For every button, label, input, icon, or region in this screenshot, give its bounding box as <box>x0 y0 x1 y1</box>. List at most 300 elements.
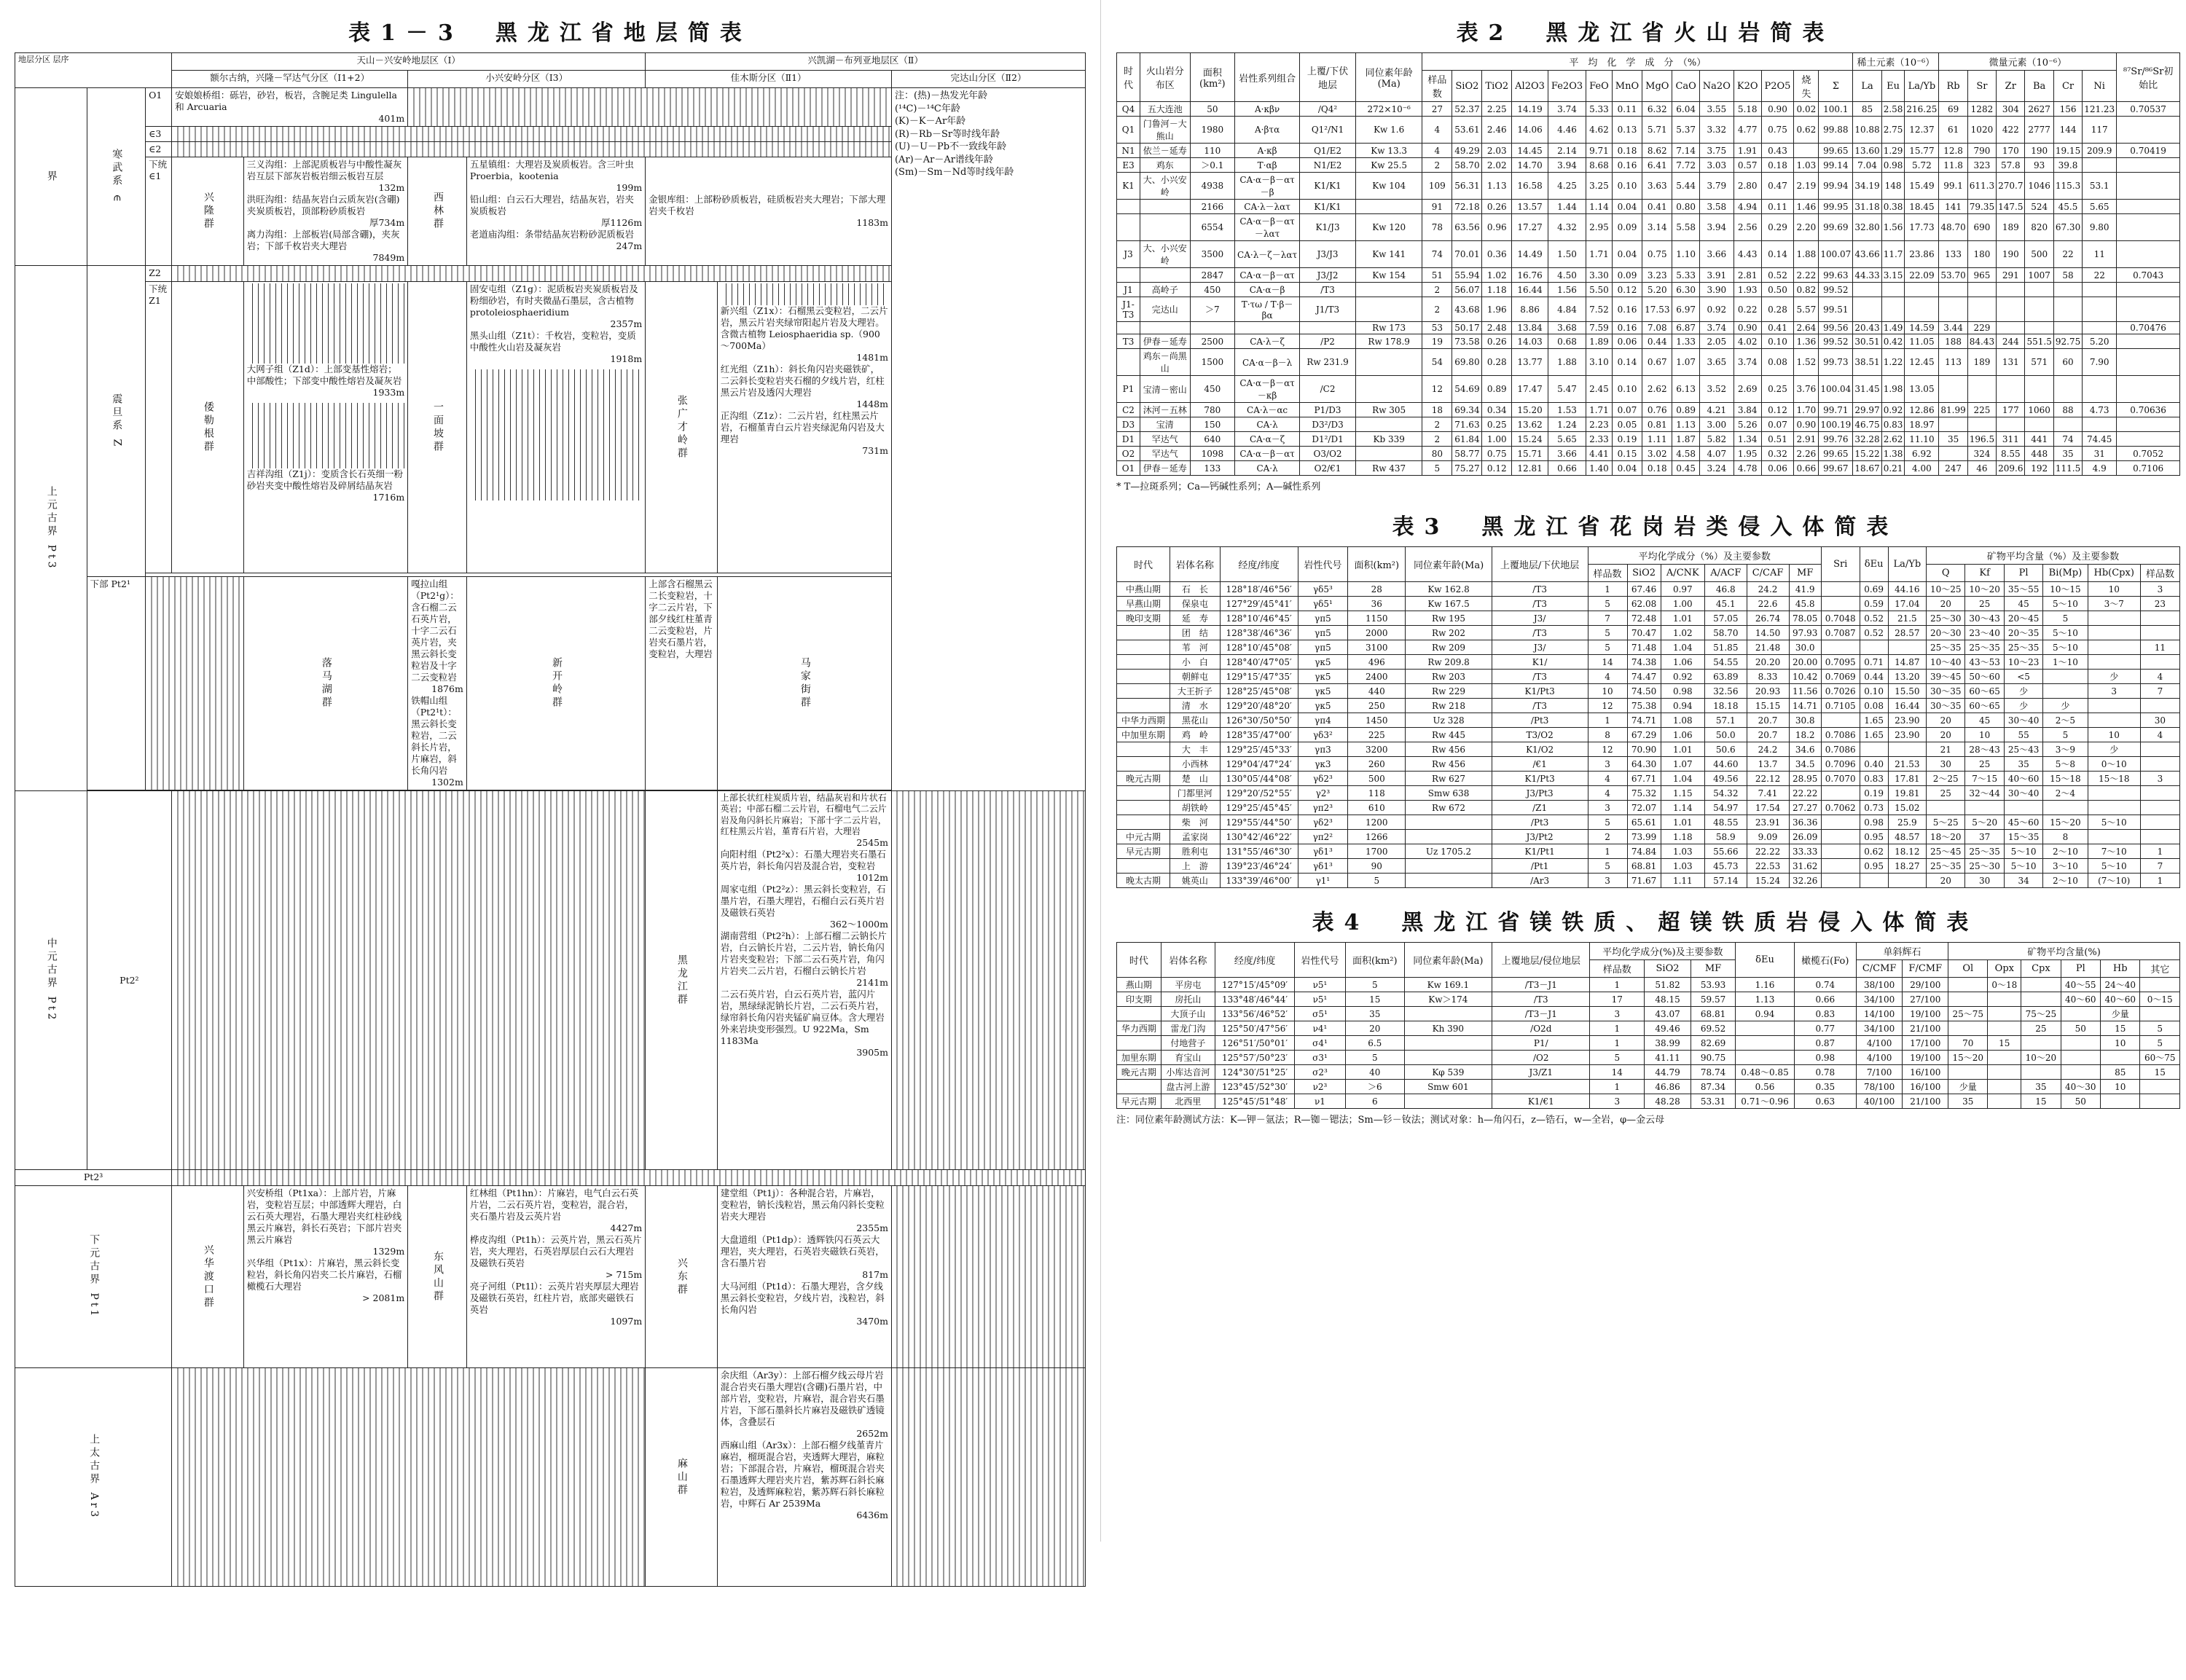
t4-cell <box>1948 992 1988 1007</box>
t2-cell: 63.56 <box>1452 214 1482 241</box>
cell-xingdong: 建堂组（Pt1j）：各种混合岩，片麻岩，变粒岩，钠长浅粒岩，黑云角闪斜长变粒岩夹大理岩 2355m 大盘道组（Pt1dp）：透辉铁闪石英云大理岩，夹大理岩，石英岩夹磁铁石英岩，含石墨片岩 817m 大马河组（Pt1d）：石墨大理岩，含夕线黑云斜长变粒岩，夕线片岩，浅粒岩，斜长角闪岩 3470m <box>717 1186 891 1368</box>
t2-cell: 965 <box>1967 268 1996 283</box>
t3-cell: 上 游 <box>1170 859 1221 874</box>
t3-cell: 3 <box>2088 684 2140 699</box>
section-e2: ∈2 <box>146 142 172 157</box>
t2-cell: 5.47 <box>1548 376 1586 403</box>
t4-cell: 小库达音河 <box>1161 1065 1215 1080</box>
t2-cell <box>1117 268 1140 283</box>
t4-cell: 85 <box>2101 1065 2140 1080</box>
t3-cell: 0～10 <box>2088 757 2140 772</box>
t3-cell: 74.71 <box>1627 713 1661 728</box>
t3-cell: 0.7048 <box>1821 611 1860 626</box>
t3-row <box>1117 757 2180 772</box>
t3-cell: 0.98 <box>1860 815 1888 830</box>
t2-cell: 100.04 <box>1819 376 1853 403</box>
t3-cell: 30 <box>1965 874 2004 888</box>
t3-cell <box>2140 611 2179 626</box>
t3-cell: K1/Pt3 <box>1492 684 1588 699</box>
t2-cell: 147.5 <box>1997 200 2025 214</box>
t3-cell: 中加里东期 <box>1117 728 1170 742</box>
t3-subhead: MF <box>1789 565 1821 582</box>
t2-cell: 4.77 <box>1733 117 1761 144</box>
t2-cell <box>2083 283 2117 297</box>
t2-cell: CA·α－β <box>1235 283 1300 297</box>
section-pt2-2: Pt2² <box>87 791 172 1170</box>
t4-cell: 3 <box>1590 1094 1645 1109</box>
t3-cell: 30～35 <box>1927 684 1965 699</box>
t2-cell: 9.80 <box>2083 214 2117 241</box>
t3-row <box>1117 786 2180 801</box>
legend-notes: 注：(热)－热发光年龄 (¹⁴C)－¹⁴C年龄 (K)－K－Ar年龄 (R)－Rb－Sr等时线年龄 (U)－U－Pb不一致线年龄 (Ar)－Ar－Ar谱线年龄 (Sm)－Sm－Nd等时线年龄 <box>891 88 1085 791</box>
t2-cell: 71.63 <box>1452 417 1482 432</box>
t2-cell: 12.81 <box>1512 461 1548 476</box>
t2-cell: 6.41 <box>1642 158 1672 173</box>
t2-cell: 0.82 <box>1794 283 1819 297</box>
t3-cell: 早元古期 <box>1117 844 1170 859</box>
t2-cell: 3.75 <box>1699 144 1733 158</box>
t3-cell: 21.5 <box>1888 611 1926 626</box>
t4-cell: 15 <box>2140 1065 2180 1080</box>
t2-cell: 4.78 <box>1733 461 1761 476</box>
t2-cell: 99.76 <box>1819 432 1853 447</box>
group-xingdong: 兴东群 <box>646 1186 718 1368</box>
t3-cell: 14.87 <box>1888 655 1926 670</box>
t4-cell: 50 <box>2061 1094 2100 1109</box>
t3-cell: 58.9 <box>1705 830 1747 844</box>
t3-cell: 0.08 <box>1860 699 1888 713</box>
t3-cell: 45 <box>1965 713 2004 728</box>
t2-cell: Rw 173 <box>1356 322 1422 334</box>
t3-cell: 35 <box>2004 757 2042 772</box>
t2-subhead: Na2O <box>1699 71 1733 102</box>
group-heilongjiang: 黑龙江群 <box>646 791 718 1170</box>
t2-cell: 3.74 <box>1548 102 1586 117</box>
t2-cell: 0.92 <box>1881 403 1905 417</box>
era-cambrian-system: 寒武系 ∈ <box>87 88 146 266</box>
t3-cell: 1.00 <box>1661 597 1704 611</box>
t2-cell: 2.03 <box>1482 144 1512 158</box>
t3-cell: 50～60 <box>1965 670 2004 684</box>
t2-cell: CA·λ <box>1235 461 1300 476</box>
t4-h-code: 岩性代号 <box>1295 943 1346 978</box>
t2-cell: 18.45 <box>1905 200 1939 214</box>
t3-cell: 7 <box>1588 611 1627 626</box>
t4-cell: σ4¹ <box>1295 1036 1346 1051</box>
t4-cell: 40 <box>1345 1065 1404 1080</box>
t2-cell: 2 <box>1422 283 1452 297</box>
t3-cell: 晚印支期 <box>1117 611 1170 626</box>
t2-cell <box>1881 297 1905 322</box>
t2-subhead: Al2O3 <box>1512 71 1548 102</box>
t3-cell: 30 <box>1927 757 1965 772</box>
t3-cell: 17.54 <box>1747 801 1789 815</box>
t2-cell: 6.13 <box>1672 376 1699 403</box>
t2-cell: 0.26 <box>1482 200 1512 214</box>
t3-cell: 20.20 <box>1747 655 1789 670</box>
t4-cell: 68.81 <box>1691 1007 1735 1021</box>
t2-cell: 1.44 <box>1548 200 1586 214</box>
t3-row <box>1117 874 2180 888</box>
t2-cell: Rw 231.9 <box>1300 349 1356 376</box>
t2-cell: 70.01 <box>1452 241 1482 268</box>
t2-cell: 3.00 <box>1699 417 1733 432</box>
t2-cell: Kw 25.5 <box>1356 158 1422 173</box>
t2-cell: Rw 437 <box>1356 461 1422 476</box>
t2-cell <box>1967 283 1996 297</box>
t2-cell: 0.34 <box>1482 403 1512 417</box>
t2-cell: 121.23 <box>2083 102 2117 117</box>
t3-cell: 0.7062 <box>1821 801 1860 815</box>
t4-cell: Kφ 539 <box>1404 1065 1492 1080</box>
t3-cell: 55.66 <box>1705 844 1747 859</box>
t2-cell: 4 <box>1422 144 1452 158</box>
t3-cell: 22.22 <box>1747 844 1789 859</box>
t2-cell: 58.77 <box>1452 447 1482 461</box>
t3-cell: γπ5 <box>1298 611 1348 626</box>
t3-cell: 20～45 <box>2004 611 2042 626</box>
t2-cell: 311 <box>1997 432 2025 447</box>
t3-cell: Rw 456 <box>1406 742 1492 757</box>
t3-cell: 0.62 <box>1860 844 1888 859</box>
t2-cell: 99.52 <box>1819 334 1853 349</box>
t2-cell: 1060 <box>2025 403 2053 417</box>
t3-cell: 74.84 <box>1627 844 1661 859</box>
t2-cell <box>1967 417 1996 432</box>
t3-cell: 64.30 <box>1627 757 1661 772</box>
t2-cell: 14.03 <box>1512 334 1548 349</box>
t2-cell: 0.96 <box>1482 214 1512 241</box>
t3-cell: 57.1 <box>1705 713 1747 728</box>
t3-cell: 7～10 <box>2088 844 2140 859</box>
t4-cell <box>1736 1036 1795 1051</box>
t2-cell: 5.65 <box>1548 432 1586 447</box>
t2-cell: 0.98 <box>1881 158 1905 173</box>
t2-cell: 441 <box>2025 432 2053 447</box>
t2-cell: 0.12 <box>1761 403 1794 417</box>
t2-cell: 30.51 <box>1853 334 1881 349</box>
group-majiajie: 马家街群 <box>717 577 891 790</box>
t2-cell: Kw 1.6 <box>1356 117 1422 144</box>
t4-cell: 雷龙门沟 <box>1161 1021 1215 1036</box>
t3-cell: 21.48 <box>1747 640 1789 655</box>
t2-cell: 247 <box>1939 461 1967 476</box>
t3-cell <box>2088 655 2140 670</box>
t2-cell: 0.75 <box>1642 241 1672 268</box>
t2-cell: 117 <box>2083 117 2117 144</box>
t2-cell: 291 <box>1997 268 2025 283</box>
t2-cell: 88 <box>2053 403 2082 417</box>
t4-cell: 15 <box>1345 992 1404 1007</box>
t3-cell: Kw 162.8 <box>1406 582 1492 597</box>
t2-cell: 1.96 <box>1482 297 1512 322</box>
t2-cell <box>2025 417 2053 432</box>
t3-cell: 610 <box>1348 801 1406 815</box>
cell-luomahu: 嘎拉山组（Pt2¹g）：含石榴二云石英片岩，十字二云石英片岩，夹黑云斜长变粒岩及十字二云变粒岩 1876m 铁帽山组（Pt2¹t）：黑云斜长变粒岩，二云斜长片岩，片麻岩，斜长角闪岩 1302m <box>408 577 467 790</box>
t2-cell: 1282 <box>1967 102 1996 117</box>
t2-cell: Q1²/N1 <box>1300 117 1356 144</box>
t4-cell: ＞6 <box>1345 1080 1404 1094</box>
t2-cell: 304 <box>1997 102 2025 117</box>
t2-cell: 5 <box>1422 461 1452 476</box>
t2-cell: 0.06 <box>1761 461 1794 476</box>
t4-cell: 17/100 <box>1903 1036 1948 1051</box>
group-dongfengshan: 东风山群 <box>408 1186 467 1368</box>
t3-cell: 石 长 <box>1170 582 1221 597</box>
t3-cell: 128°40′/47°05′ <box>1220 655 1298 670</box>
t2-cell: 3.15 <box>1881 268 1905 283</box>
t2-cell: J3/J3 <box>1300 241 1356 268</box>
t2-cell: 54.69 <box>1452 376 1482 403</box>
t2-cell: 2.14 <box>1548 144 1586 158</box>
t3-cell: 2 <box>1588 830 1627 844</box>
t2-cell: 4.02 <box>1733 334 1761 349</box>
t3-cell: 5～10 <box>2043 626 2088 640</box>
t2-cell: 鸡东－尚黑山 <box>1140 349 1190 376</box>
t2-cell: 75.27 <box>1452 461 1482 476</box>
t3-cell: /Ar3 <box>1492 874 1588 888</box>
t4-h-min: 矿物平均含量(%) <box>1948 943 2180 960</box>
t4-cell: P1/ <box>1492 1036 1590 1051</box>
t2-cell: 1.71 <box>1586 241 1613 268</box>
t2-cell <box>2117 214 2180 241</box>
t4-h-age: 同位素年龄(Ma) <box>1404 943 1492 978</box>
t2-cell: 0.10 <box>1612 173 1642 200</box>
t2-cell: 1.98 <box>1881 376 1905 403</box>
t3-cell: 48.55 <box>1705 815 1747 830</box>
t4-cell: 华力西期 <box>1117 1021 1161 1036</box>
t2-cell: 5.26 <box>1733 417 1761 432</box>
t3-cell: 129°15′/47°35′ <box>1220 670 1298 684</box>
t4-cell: /T3－J1 <box>1492 978 1590 992</box>
t3-cell: 保泉屯 <box>1170 597 1221 611</box>
t3-h-name: 岩体名称 <box>1170 547 1221 582</box>
t2-cell <box>2117 283 2180 297</box>
header-sub3: 佳木斯分区（Ⅱ1） <box>646 71 892 88</box>
t2-cell: 0.16 <box>1612 158 1642 173</box>
t4-cell: /O2 <box>1492 1051 1590 1065</box>
t4-cell <box>2140 978 2180 992</box>
t4-cell: 0～18 <box>1988 978 2021 992</box>
t2-cell: 0.28 <box>1482 349 1512 376</box>
t2-cell: 35 <box>1939 432 1967 447</box>
t2-cell: 2 <box>1422 417 1452 432</box>
t2-cell: 13.60 <box>1853 144 1881 158</box>
t2-cell: 沐河－五林 <box>1140 403 1190 417</box>
t3-cell: 0.98 <box>1661 684 1704 699</box>
t3-cell: 50.6 <box>1705 742 1747 757</box>
t2-cell: 1.49 <box>1881 322 1905 334</box>
t3-cell: 1.01 <box>1661 742 1704 757</box>
t2-cell: 14.19 <box>1512 102 1548 117</box>
t3-cell: 45.1 <box>1705 597 1747 611</box>
t2-cell <box>1939 283 1967 297</box>
t3-cell: 129°25′/45°45′ <box>1220 801 1298 815</box>
t3-cell: 15.50 <box>1888 684 1926 699</box>
t2-cell: J3 <box>1117 241 1140 268</box>
t3-cell: 30～40 <box>2004 713 2042 728</box>
t4-cell: 87.34 <box>1691 1080 1735 1094</box>
t2-cell: 3.90 <box>1699 283 1733 297</box>
t2-cell: 1.53 <box>1548 403 1586 417</box>
t4-cell <box>2140 1094 2180 1109</box>
t3-row <box>1117 815 2180 830</box>
t4-cell <box>2061 1036 2100 1051</box>
t2-row <box>1117 376 2180 403</box>
t4-cell: 41.11 <box>1645 1051 1691 1065</box>
t3-cell: 5～8 <box>2043 757 2088 772</box>
t3-subhead: A/CNK <box>1661 565 1704 582</box>
t2-cell: 22.09 <box>1905 268 1939 283</box>
t2-cell: O2/€1 <box>1300 461 1356 476</box>
t2-h-age: 同位素年龄(Ma) <box>1356 53 1422 102</box>
t2-cell: 6554 <box>1190 214 1235 241</box>
t4-h-lonlat: 经度/纬度 <box>1215 943 1295 978</box>
t3-cell <box>2043 801 2088 815</box>
t2-cell <box>1997 417 2025 432</box>
t2-cell: Kw 120 <box>1356 214 1422 241</box>
t4-cell: 1 <box>1590 978 1645 992</box>
t3-cell: 24.2 <box>1747 742 1789 757</box>
t2-subhead: Eu <box>1881 71 1905 102</box>
t4-cell <box>2140 1080 2180 1094</box>
t3-cell: 8.33 <box>1747 670 1789 684</box>
t3-cell: 5 <box>1588 626 1627 640</box>
t3-cell: 5～20 <box>1965 815 2004 830</box>
t4-cell: 82.69 <box>1691 1036 1735 1051</box>
t3-cell: 3 <box>2140 582 2179 597</box>
t3-cell: 20.7 <box>1747 728 1789 742</box>
t3-cell: 0.69 <box>1860 582 1888 597</box>
t3-cell: 496 <box>1348 655 1406 670</box>
t4-cell <box>1117 1007 1161 1021</box>
t3-cell: 黑花山 <box>1170 713 1221 728</box>
t4-cell: 38.99 <box>1645 1036 1691 1051</box>
t2-cell: 8.68 <box>1586 158 1613 173</box>
t4-cell: 19/100 <box>1903 1007 1948 1021</box>
t3-cell: 15.24 <box>1747 874 1789 888</box>
t3-cell: 127°29′/45°41′ <box>1220 597 1298 611</box>
t2-cell: 2.95 <box>1586 214 1613 241</box>
t4-cell: 14/100 <box>1856 1007 1903 1021</box>
t4-cell: 19/100 <box>1903 1051 1948 1065</box>
t4-cell: 49.46 <box>1645 1021 1691 1036</box>
t4-cell: 29/100 <box>1903 978 1948 992</box>
t2-subhead: 烧失 <box>1794 71 1819 102</box>
t2-cell: 551.5 <box>2025 334 2053 349</box>
t3-row <box>1117 655 2180 670</box>
t3-cell: 25～35 <box>1927 859 1965 874</box>
t3-cell: 22.22 <box>1789 786 1821 801</box>
t2-cell: 13.62 <box>1512 417 1548 432</box>
t4-cell: 1 <box>1590 1021 1645 1036</box>
t3-cell: /T3 <box>1492 670 1588 684</box>
t3-cell: 60～65 <box>1965 684 2004 699</box>
t2-cell: A·βτα <box>1235 117 1300 144</box>
t4-cell: 14 <box>1590 1065 1645 1080</box>
t2-cell: 2.80 <box>1733 173 1761 200</box>
t3-cell: 54.32 <box>1705 786 1747 801</box>
t2-cell: 324 <box>1967 447 1996 461</box>
header-region1: 天山－兴安岭地层区（Ⅰ） <box>172 53 646 71</box>
t3-cell: 10 <box>2088 582 2140 597</box>
t2-cell: 0.51 <box>1761 432 1794 447</box>
t2-cell: 5.50 <box>1586 283 1613 297</box>
t3-cell: 20 <box>1927 874 1965 888</box>
t2-cell: 8.86 <box>1512 297 1548 322</box>
t3-cell: 12 <box>1588 742 1627 757</box>
t2-cell: 188 <box>1939 334 1967 349</box>
t2-cell: 8.62 <box>1642 144 1672 158</box>
t2-cell: 2.62 <box>1881 432 1905 447</box>
t4-row <box>1117 1094 2180 1109</box>
t4-cell: Kw＞174 <box>1404 992 1492 1007</box>
t2-cell: 0.25 <box>1482 417 1512 432</box>
t3-h-layb: La/Yb <box>1888 547 1926 582</box>
t4-subhead: C/CMF <box>1856 960 1903 978</box>
t2-cell: 29.97 <box>1853 403 1881 417</box>
t2-row <box>1117 322 2180 334</box>
t3-cell: 0.7105 <box>1821 699 1860 713</box>
t3-cell: 7.41 <box>1747 786 1789 801</box>
t2-cell: C2 <box>1117 403 1140 417</box>
t2-cell: 罕达气 <box>1140 447 1190 461</box>
t2-cell <box>2083 417 2117 432</box>
t3-cell: 5～10 <box>2043 597 2088 611</box>
t2-cell: 0.81 <box>1642 417 1672 432</box>
t3-cell: 23 <box>2140 597 2179 611</box>
t2-cell: 58 <box>2053 268 2082 283</box>
t3-cell: 小 白 <box>1170 655 1221 670</box>
t2-subhead: Ni <box>2083 71 2117 102</box>
t3-cell: 23.91 <box>1747 815 1789 830</box>
t3-row <box>1117 859 2180 874</box>
table2-note: * T—拉斑系列；Ca—钙碱性系列；A—碱性系列 <box>1116 482 1321 492</box>
t3-cell: 49.56 <box>1705 772 1747 786</box>
t3-cell: 25.9 <box>1888 815 1926 830</box>
t4-cell <box>2101 1094 2140 1109</box>
t3-cell: 9.09 <box>1747 830 1789 844</box>
t3-cell <box>2140 815 2179 830</box>
t2-cell: 4.84 <box>1548 297 1586 322</box>
t4-cell: 0.98 <box>1794 1051 1856 1065</box>
t4-cell: /T3 <box>1492 992 1590 1007</box>
t2-cell: O3/O2 <box>1300 447 1356 461</box>
t4-cell: 34/100 <box>1856 992 1903 1007</box>
t2-cell: Rw 178.9 <box>1356 334 1422 349</box>
t3-cell: Rw 202 <box>1406 626 1492 640</box>
t2-cell <box>1140 200 1190 214</box>
cell-heilongjiang: 上部长状红柱炭质片岩，结晶灰岩和片状石英岩；中部石榴二云片岩，石榴电气二云片岩及角闪斜长片麻岩；下部十字二云片岩，红柱黑云片岩，堇青石片岩，大理岩 2545m 向阳村组（Pt2²x）：石墨大理岩夹石墨石英片岩，斜长角闪岩及混合岩，变粒岩 1012m 周家屯组（Pt2²z）：黑云斜长变粒岩，石墨片岩，石墨大理岩，石榴白云石英片岩及磁铁石英岩 362～1000m 湖南营组（Pt2²h）：上部石榴二云钠长片岩，白云钠长片岩，二云片岩，钠长角闪片岩夹变粒岩；下部二云石英片岩，角闪片岩夹二云片岩，石榴白云钠长片岩 2141m 二云石英片岩，白云石英片岩，蓝闪片岩，黑绿绿泥钠长片岩，二云石英片岩，绿帘斜长角闪岩夹锰矿扁豆体。含大理岩外来岩块变形强烈。U 922Ma，Sm 1183Ma 3905m <box>717 791 891 1170</box>
t3-subhead: 样品数 <box>2140 565 2179 582</box>
t2-cell: 4.46 <box>1548 117 1586 144</box>
t2-cell: 0.14 <box>1612 349 1642 376</box>
t3-cell: 1.18 <box>1661 830 1704 844</box>
t4-cell <box>1404 1094 1492 1109</box>
t2-cell: 53.70 <box>1939 268 1967 283</box>
t2-cell: 4.00 <box>1905 461 1939 476</box>
t3-cell: 128°25′/45°08′ <box>1220 684 1298 699</box>
t2-cell: 99.56 <box>1819 322 1853 334</box>
t3-cell: 130°05′/44°08′ <box>1220 772 1298 786</box>
t2-cell <box>1997 283 2025 297</box>
t4-cell <box>1492 1080 1590 1094</box>
t3-cell: 1.04 <box>1661 772 1704 786</box>
t3-cell: γπ2² <box>1298 830 1348 844</box>
t4-cell: ν2³ <box>1295 1080 1346 1094</box>
group-luomahu: 落马湖群 <box>243 577 407 790</box>
t3-cell: 3～10 <box>2043 859 2088 874</box>
